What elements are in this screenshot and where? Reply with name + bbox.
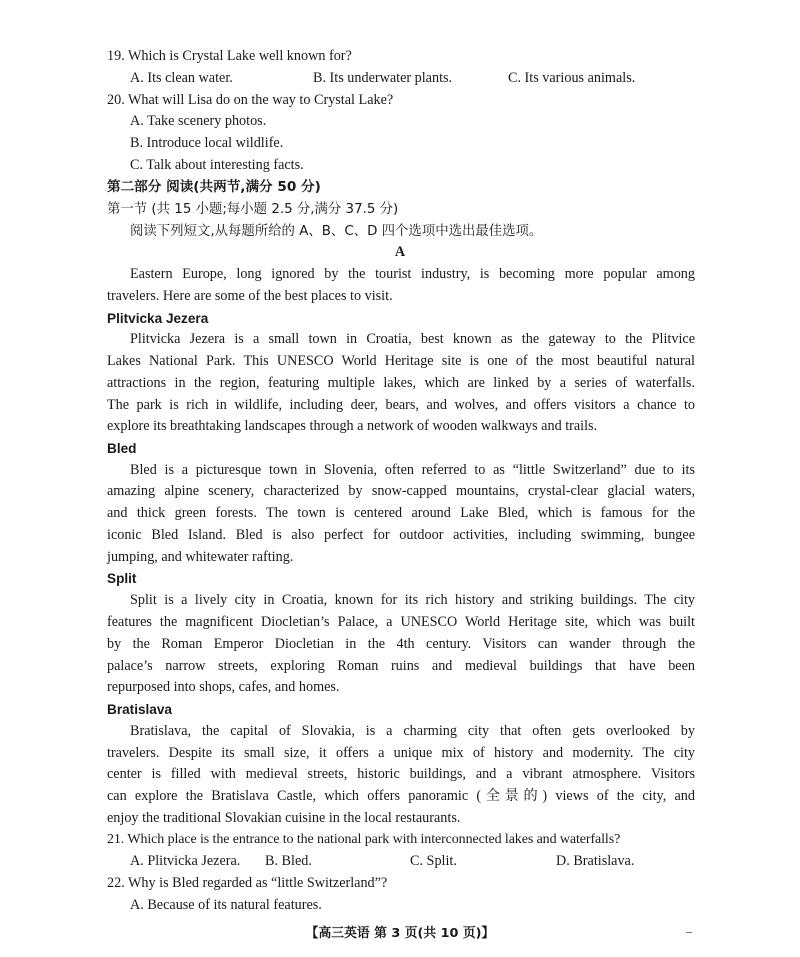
bratislava-line-4: can explore the Bratislava Castle, which offers panoramic (全景的) views of the city, and (107, 788, 695, 804)
q20-option-b: B. Introduce local wildlife. (130, 135, 284, 151)
bled-line-4: iconic Bled Island. Bled is also perfect for outdoor activities, including swimming, bungee (107, 527, 695, 543)
bratislava-line-5: enjoy the traditional Slovakian cuisine in the local restaurants. (107, 810, 461, 826)
q21-option-a: A. Plitvicka Jezera. (130, 853, 241, 869)
intro-line-1: Eastern Europe, long ignored by the tourist industry, is becoming more popular among (130, 266, 695, 282)
section1-heading: 第一节 (共 15 小题;每小题 2.5 分,满分 37.5 分) (107, 202, 399, 217)
q22-option-a: A. Because of its natural features. (130, 897, 322, 913)
part2-heading: 第二部分 阅读(共两节,满分 50 分) (107, 179, 321, 195)
reading-instruction: 阅读下列短文,从每题所给的 A、B、C、D 四个选项中选出最佳选项。 (130, 224, 543, 239)
footer-mark: – (686, 924, 692, 938)
place-heading-bratislava: Bratislava (107, 702, 172, 717)
bled-line-3: and thick green forests. The town is centered around Lake Bled, which is famous for the (107, 505, 695, 521)
bled-line-2: amazing alpine scenery, characterized by snow-capped mountains, crystal-clear glacial waters, (107, 483, 695, 499)
question-21: 21. Which place is the entrance to the national park with interconnected lakes and waterfalls? (107, 832, 621, 847)
place-heading-bled: Bled (107, 441, 137, 456)
plitvicka-line-5: explore its breathtaking landscapes through a network of wooden walkways and trails. (107, 418, 598, 434)
intro-line-2: travelers. Here are some of the best places to visit. (107, 288, 393, 304)
split-line-4: palace’s narrow streets, exploring Roman ruins and medieval buildings that have been (107, 658, 695, 674)
split-line-2: features the magnificent Diocletian’s Palace, a UNESCO World Heritage site, which was built (107, 614, 695, 630)
plitvicka-line-4: The park is rich in wildlife, including deer, bears, and wolves, and offers visitors a chance to (107, 397, 695, 413)
split-line-3: by the Roman Emperor Diocletian in the 4th century. Visitors can wander through the (107, 636, 695, 652)
q20-option-a: A. Take scenery photos. (130, 113, 267, 129)
q19-option-a: A. Its clean water. (130, 70, 233, 86)
passage-letter: A (394, 244, 406, 260)
bratislava-line-3: center is filled with medieval streets, historic buildings, and a vibrant atmosphere. Visitors (107, 766, 695, 782)
place-heading-split: Split (107, 571, 137, 586)
split-line-1: Split is a lively city in Croatia, known for its rich history and striking buildings. The city (130, 592, 695, 608)
bratislava-line-2: travelers. Despite its small size, it offers a unique mix of history and modernity. The city (107, 745, 695, 761)
q21-option-d: D. Bratislava. (556, 853, 635, 869)
question-22: 22. Why is Bled regarded as “little Switzerland”? (107, 875, 388, 891)
question-19: 19. Which is Crystal Lake well known for? (107, 48, 352, 64)
page-footer: 【高三英语 第 3 页(共 10 页)】 (305, 926, 495, 941)
q19-option-b: B. Its underwater plants. (313, 70, 453, 86)
q20-option-c: C. Talk about interesting facts. (130, 157, 304, 173)
plitvicka-line-1: Plitvicka Jezera is a small town in Croatia, best known as the gateway to the Plitvice (130, 331, 695, 347)
bratislava-line-1: Bratislava, the capital of Slovakia, is a charming city that often gets overlooked by (130, 723, 695, 739)
q21-option-c: C. Split. (410, 853, 457, 869)
place-heading-plitvicka: Plitvicka Jezera (107, 311, 209, 326)
q21-option-b: B. Bled. (265, 853, 312, 869)
plitvicka-line-2: Lakes National Park. This UNESCO World Heritage site is one of the most beautiful natural (107, 353, 695, 369)
split-line-5: repurposed into shops, cafes, and homes. (107, 679, 340, 695)
question-20: 20. What will Lisa do on the way to Crystal Lake? (107, 92, 394, 108)
bled-line-5: jumping, and whitewater rafting. (107, 549, 294, 565)
plitvicka-line-3: attractions in the region, featuring multiple lakes, which are linked by a series of waterfalls. (107, 375, 695, 391)
bled-line-1: Bled is a picturesque town in Slovenia, often referred to as “little Switzerland” due to its (130, 462, 695, 478)
q19-option-c: C. Its various animals. (508, 70, 636, 86)
